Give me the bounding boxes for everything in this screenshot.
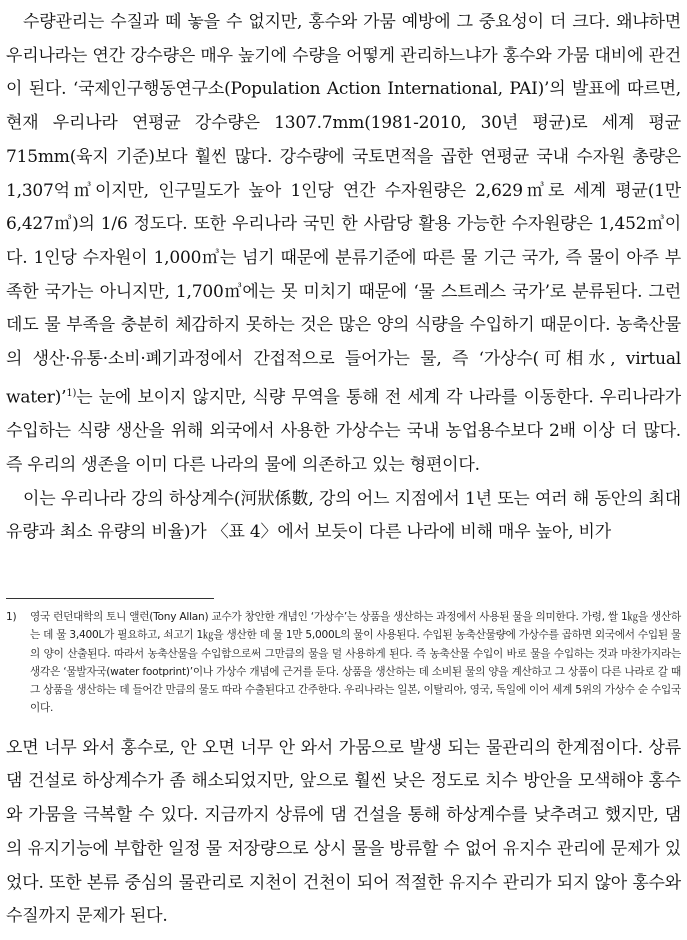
body-paragraph-2: 이는 우리나라 강의 하상계수(河狀係數, 강의 어느 지점에서 1년 또는 여러 해 동안의 최대 유량과 최소 유량의 비율)가 〈표 4〉에서 보듯이 다른 나라에 비해 매우 높아, 비가 <box>6 488 681 543</box>
footnote <box>6 608 681 718</box>
footnote-reference[interactable]: 1) <box>66 387 77 399</box>
paragraph-1-text: 수량관리는 수질과 떼 놓을 수 없지만, 홍수와 가뭄 예방에 그 중요성이 더 크다. 왜냐하면 우리나라는 연간 강수량은 매우 높기에 수량을 어떻게 관리하느냐가 홍수와 가뭄 대비에 관건이 된다. ‘국제인구행동연구소(Population Action International, PAI)’의 발표에 따르면, 현재 우리나라 연평균 강수량은 1307.7mm(1981-2010, 30년 평균)로 세계 평균 715mm(육지 기준)보다 훨씬 많다. 강수량에 국토면적을 곱한 연평균 국내 수자원 총량은 1,307억㎥이지만, 인구밀도가 높아 1인당 연간 수자원량은 2,629㎥로 세계 평균(1만 6,427㎥)의 1/6 정도다. 또한 우리나라 국민 한 사람당 활용 가능한 수자원량은 1,452㎥이다. 1인당 수자원이 1,000㎥는 넘기 때문에 분류기준에 따른 물 기근 국가, 즉 물이 아주 부족한 국가는 아니지만, 1,700㎥에는 못 미치기 때문에 ‘물 스트레스 국가’로 분류된다. 그런데도 물 부족을 충분히 체감하지 못하는 것은 많은 양의 식량을 수입하기 때문이다. 농축산물의 생산·유통·소비·폐기과정에서 간접적으로 들어가는 물, 즉 ‘가상수(可相水, virtual water)’ <box>6 12 681 408</box>
footnote-number: 1) <box>6 610 17 623</box>
footnote-text: 영국 런던대학의 토니 앨런(Tony Allan) 교수가 창안한 개념인 ‘가상수’는 상품을 생산하는 과정에서 사용된 물을 의미한다. 가령, 쌀 1㎏을 생산하는 데 물 3,400L가 필요하고, 쇠고기 1㎏을 생산한 데 물 1만 5,000L의 물이 사용된다. 수입된 농축산물량에 가상수를 곱하면 외국에서 수입된 물의 양이 산출된다. 따라서 농축산물을 수입함으로써 그만큼의 물을 덜 사용하게 된다. 즉 농축산물 수입이 바로 물을 수입하는 것과 마찬가지라는 생각은 ‘물발자국(water footprint)’이나 가상수 개념에 근거를 둔다. 상품을 생산하는 데 소비된 물의 양을 계산하고 그 상품이 다른 나라로 갈 때 그 상품을 생산하는 데 들어간 만큼의 물도 따라 수출된다고 간주한다. 우리나라는 일본, 이탈리아, 영국, 독일에 이어 세계 5위의 가상수 순 수입국이다. <box>30 610 681 715</box>
footnote-divider <box>6 598 214 599</box>
paragraph-1-tail: 는 눈에 보이지 않지만, 식량 무역을 통해 전 세계 각 나라를 이동한다. 우리나라가 수입하는 식량 생산을 위해 외국에서 사용한 가상수는 국내 농업용수보다 2배 이상 더 많다. 즉 우리의 생존을 이미 다른 나라의 물에 의존하고 있는 형편이다. <box>6 387 681 475</box>
body-paragraph-1 <box>6 6 681 483</box>
body-paragraph-3: 오면 너무 와서 홍수로, 안 오면 너무 안 와서 가뭄으로 발생 되는 물관리의 한계점이다. 상류 댐 건설로 하상계수가 좀 해소되었지만, 앞으로 훨씬 낮은 정도로 치수 방안을 모색해야 홍수와 가뭄을 극복할 수 있다. 지금까지 상류에 댐 건설을 통해 하상계수를 낮추려고 했지만, 댐의 유지기능에 부합한 일정 물 저장량으로 상시 물을 방류할 수 없어 유지수 관리에 문제가 있었다. 또한 본류 중심의 물관리로 지천이 건천이 되어 적절한 유지수 관리가 되지 않아 홍수와 수질까지 문제가 된다. <box>6 737 681 927</box>
